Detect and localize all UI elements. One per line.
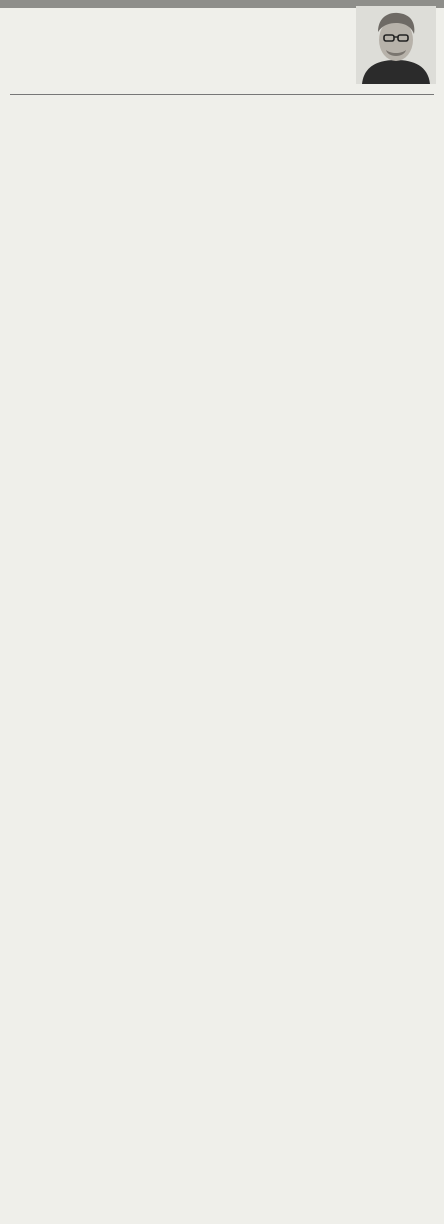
header-rule <box>10 94 434 95</box>
drop-cap <box>20 179 72 245</box>
article-body-top <box>20 183 432 245</box>
author-portrait-icon <box>356 6 436 84</box>
author-photo <box>356 6 436 84</box>
